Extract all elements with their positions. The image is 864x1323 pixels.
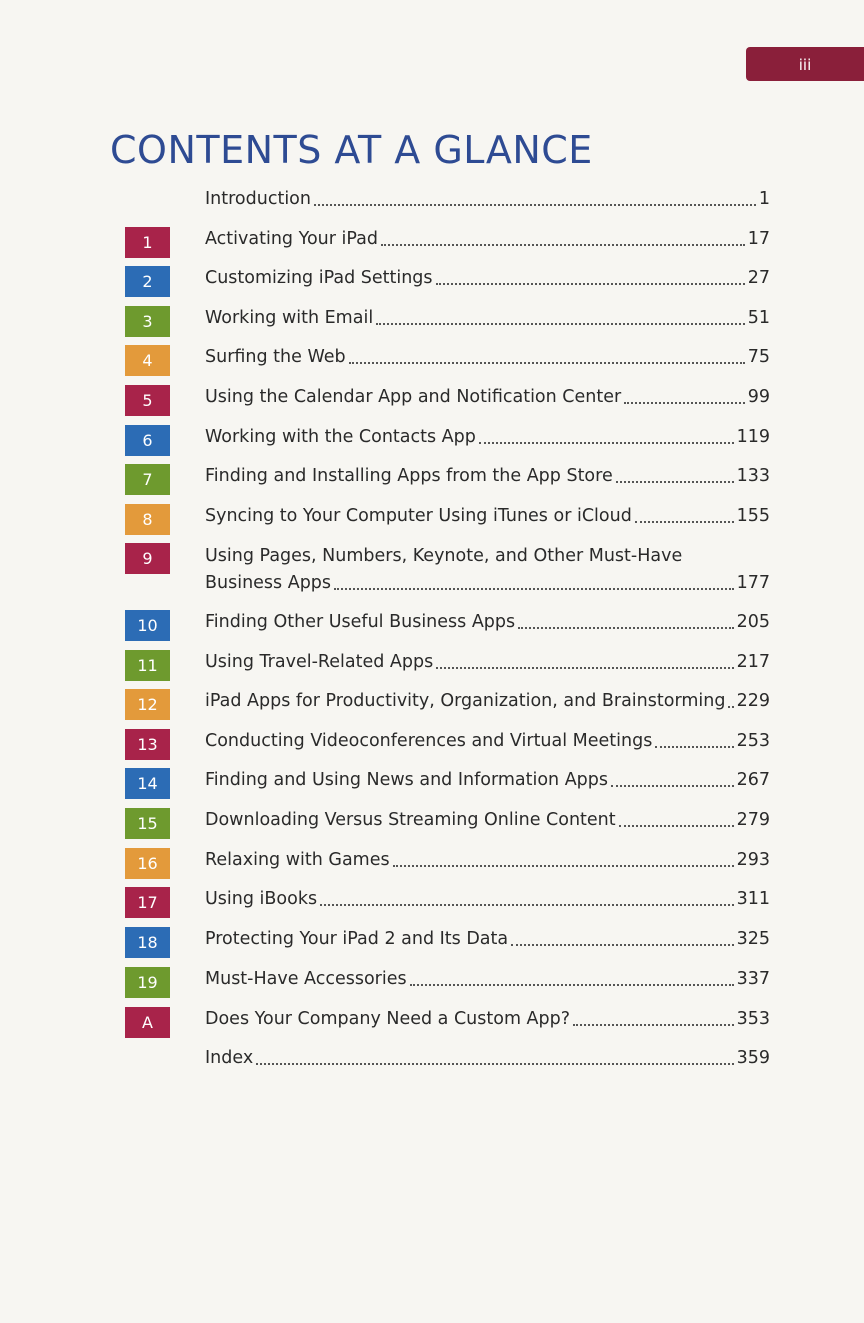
page-number: 1: [758, 189, 770, 209]
page-number: 155: [736, 506, 770, 526]
chapter-title: Working with the Contacts App: [205, 427, 476, 447]
chapter-title: Introduction: [205, 189, 311, 209]
page-number: 337: [736, 969, 770, 989]
chapter-title: Conducting Videoconferences and Virtual Meetings: [205, 731, 653, 751]
toc-entry-text: [205, 503, 770, 530]
leader-dots: [436, 283, 745, 285]
page-number: 119: [736, 427, 770, 447]
toc-entry-text: [205, 226, 770, 253]
chapter-title: Protecting Your iPad 2 and Its Data: [205, 929, 509, 949]
leader-dots: [619, 825, 734, 827]
chapter-title: Using Travel-Related Apps: [205, 652, 434, 672]
toc-entry-text: [205, 688, 770, 715]
chapter-badge: 14: [125, 768, 170, 799]
leader-dots: [479, 442, 734, 444]
toc-entry-text: [205, 1045, 770, 1072]
chapter-badge: 6: [125, 425, 170, 456]
leader-dots: [624, 402, 745, 404]
chapter-badge: 1: [125, 227, 170, 258]
leader-dots: [635, 521, 734, 523]
toc-entry-text: [205, 344, 770, 371]
toc-entry-text: [205, 424, 770, 451]
leader-dots: [728, 706, 733, 708]
leader-dots: [376, 323, 745, 325]
page-number: 217: [736, 652, 770, 672]
chapter-title: Relaxing with Games: [205, 850, 390, 870]
chapter-badge: 2: [125, 266, 170, 297]
chapter-badge: 17: [125, 887, 170, 918]
chapter-title: Index: [205, 1048, 254, 1068]
page-number-tab: iii: [746, 47, 864, 81]
leader-dots: [655, 746, 733, 748]
page-number: 325: [736, 929, 770, 949]
page-number: 27: [747, 268, 770, 288]
chapter-title-continued: Business Apps: [205, 573, 332, 593]
toc-entry-text: [205, 305, 770, 332]
leader-dots: [573, 1024, 734, 1026]
toc-entry-text: [205, 543, 770, 597]
leader-dots: [511, 944, 733, 946]
leader-dots: [616, 481, 734, 483]
chapter-badge: 7: [125, 464, 170, 495]
chapter-badge: 4: [125, 345, 170, 376]
chapter-badge: 9: [125, 543, 170, 574]
page-number: 17: [747, 229, 770, 249]
toc-entry-text: [205, 649, 770, 676]
chapter-title: iPad Apps for Productivity, Organization, and Brainstorming: [205, 691, 726, 711]
chapter-title: Downloading Versus Streaming Online Content: [205, 810, 616, 830]
chapter-title: Using the Calendar App and Notification Center: [205, 387, 622, 407]
toc-entry-text: [205, 186, 770, 213]
chapter-title: Working with Email: [205, 308, 374, 328]
chapter-badge: 8: [125, 504, 170, 535]
chapter-title: Does Your Company Need a Custom App?: [205, 1009, 571, 1029]
page-number: 353: [736, 1009, 770, 1029]
chapter-badge: 13: [125, 729, 170, 760]
chapter-title: Using Pages, Numbers, Keynote, and Other Must-Have: [205, 546, 683, 566]
chapter-badge: 12: [125, 689, 170, 720]
page-number: 75: [747, 347, 770, 367]
chapter-badge: 3: [125, 306, 170, 337]
chapter-badge: 10: [125, 610, 170, 641]
chapter-title: Syncing to Your Computer Using iTunes or iCloud: [205, 506, 632, 526]
page-number: 253: [736, 731, 770, 751]
toc-entry-text: [205, 807, 770, 834]
chapter-title: Using iBooks: [205, 889, 318, 909]
leader-dots: [381, 244, 745, 246]
toc-entry-text: [205, 767, 770, 794]
chapter-badge: 19: [125, 967, 170, 998]
leader-dots: [410, 984, 734, 986]
chapter-title: Finding Other Useful Business Apps: [205, 612, 516, 632]
page-title: CONTENTS AT A GLANCE: [110, 128, 593, 172]
page-number: 99: [747, 387, 770, 407]
leader-dots: [314, 204, 756, 206]
page-number: 229: [736, 691, 770, 711]
leader-dots: [436, 667, 733, 669]
toc-entry-text: [205, 609, 770, 636]
chapter-badge: A: [125, 1007, 170, 1038]
chapter-title: Finding and Using News and Information Apps: [205, 770, 609, 790]
chapter-badge: 18: [125, 927, 170, 958]
page-number: 205: [736, 612, 770, 632]
toc-entry-text: [205, 847, 770, 874]
chapter-title: Activating Your iPad: [205, 229, 378, 249]
toc-entry-text: [205, 926, 770, 953]
page-number: 359: [736, 1048, 770, 1068]
toc-entry-text: [205, 1006, 770, 1033]
leader-dots: [334, 588, 734, 590]
chapter-title: Must-Have Accessories: [205, 969, 407, 989]
leader-dots: [393, 865, 734, 867]
page-number: 311: [736, 889, 770, 909]
toc-entry-text: [205, 966, 770, 993]
chapter-badge: 11: [125, 650, 170, 681]
toc-entry-text: [205, 886, 770, 913]
page-number: 133: [736, 466, 770, 486]
page-number: 267: [736, 770, 770, 790]
page-number: 293: [736, 850, 770, 870]
chapter-title: Finding and Installing Apps from the App Store: [205, 466, 613, 486]
page-number: 51: [747, 308, 770, 328]
leader-dots: [611, 785, 734, 787]
chapter-badge: 15: [125, 808, 170, 839]
page-number: 177: [736, 573, 770, 593]
leader-dots: [349, 362, 745, 364]
toc-entry-text: [205, 384, 770, 411]
toc-entry-text: [205, 265, 770, 292]
chapter-title: Customizing iPad Settings: [205, 268, 433, 288]
toc-entry-text: [205, 728, 770, 755]
page-number: 279: [736, 810, 770, 830]
leader-dots: [320, 904, 734, 906]
toc-entry-text: [205, 463, 770, 490]
chapter-badge: 16: [125, 848, 170, 879]
chapter-badge: 5: [125, 385, 170, 416]
leader-dots: [518, 627, 733, 629]
chapter-title: Surfing the Web: [205, 347, 346, 367]
leader-dots: [256, 1063, 733, 1065]
